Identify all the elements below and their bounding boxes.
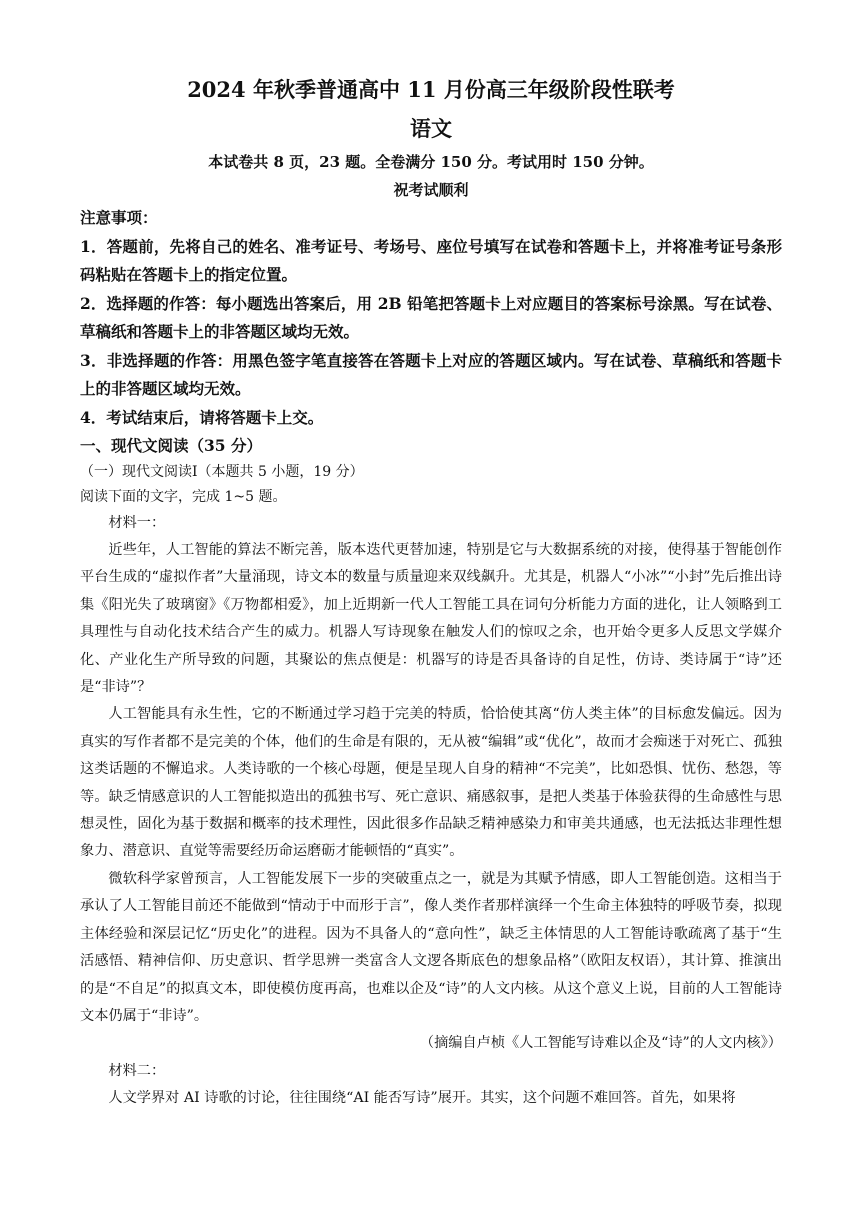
material-one-paragraph: 人工智能具有永生性，它的不断通过学习趋于完美的特质，恰恰使其离“仿人类主体”的目标愈发偏远。因为真实的写作者都不是完美的个体，他们的生命是有限的，无从被“编辑”或“优化”，故而才会痴迷于对死亡、孤独这类话题的不懈追求。人类诗歌的一个核心母题，便是呈现人自身的精神“不完美”，比如恐惧、忧伤、愁怨，等等。缺乏情感意识的人工智能拟造出的孤独书写、死亡意识、痛感叙事，是把人类基于体验获得的生命感性与思想灵性，固化为基于数据和概率的技术理性，因此很多作品缺乏精神感染力和审美共通感，也无法抵达非理性想象力、潜意识、直觉等需要经历命运磨砺才能顿悟的“真实”。 <box>80 706 782 860</box>
section-heading: 一、现代文阅读（35 分） <box>80 436 262 455</box>
material-one-paragraph: 微软科学家曾预言，人工智能发展下一步的突破重点之一，就是为其赋予情感，即人工智能创造。这相当于承认了人工智能目前还不能做到“情动于中而形于言”，像人类作者那样演绎一个生命主体独特的呼吸节奏，拟现主体经验和深层记忆“历史化”的进程。因为不具备人的“意向性”，缺乏主体情思的人工智能诗歌疏离了基于“生活感悟、精神信仰、历史意识、哲学思辨一类富含人文逻各斯底色的想象品格”（欧阳友权语），其计算、推演出的是“不自足”的拟真文本，即使模仿度再高，也难以企及“诗”的人文内核。从这个意义上说，目前的人工智能诗文本仍属于“非诗”。 <box>80 870 782 1024</box>
notice-item: 4．考试结束后，请将答题卡上交。 <box>80 407 324 427</box>
subject-title: 语文 <box>410 116 452 141</box>
notice-heading: 注意事项： <box>80 208 158 227</box>
notice-item: 1．答题前，先将自己的姓名、准考证号、考场号、座位号填写在试卷和答题卡上，并将准考证号条形码粘贴在答题卡上的指定位置。 <box>80 236 782 284</box>
notice-item: 3．非选择题的作答：用黑色签字笔直接答在答题卡上对应的答题区域内。写在试卷、草稿纸和答题卡上的非答题区域均无效。 <box>80 350 782 398</box>
material-one-paragraph: 近些年，人工智能的算法不断完善，版本迭代更替加速，特别是它与大数据系统的对接，使得基于智能创作平台生成的“虚拟作者”大量涌现，诗文本的数量与质量迎来双线飙升。尤其是，机器人“小冰”“小封”先后推出诗集《阳光失了玻璃窗》《万物都相爱》，加上近期新一代人工智能工具在词句分析能力方面的进化，让人领略到工具理性与自动化技术结合产生的威力。机器人写诗现象在触发人们的惊叹之余，也开始令更多人反思文学媒介化、产业化生产所导致的问题，其聚讼的焦点便是：机器写的诗是否具备诗的自足性，仿诗、类诗属于“诗”还是“非诗”？ <box>80 542 782 696</box>
material-one-source: （摘编自卢桢《人工智能写诗难以企及“诗”的人文内核》） <box>419 1035 782 1052</box>
exam-intro: 本试卷共 8 页，23 题。全卷满分 150 分。考试用时 150 分钟。 <box>208 153 654 171</box>
material-one-label: 材料一： <box>108 515 166 531</box>
notice-item: 2．选择题的作答：每小题选出答案后，用 2B 铅笔把答题卡上对应题目的答案标号涂黑。写在试卷、草稿纸和答题卡上的非答题区域均无效。 <box>80 293 782 341</box>
exam-title: 2024 年秋季普通高中 11 月份高三年级阶段性联考 <box>187 77 675 102</box>
good-luck-line: 祝考试顺利 <box>393 181 469 199</box>
material-two-paragraph: 人文学界对 AI 诗歌的讨论，往往围绕“AI 能否写诗”展开。其实，这个问题不难回答。首先，如果将 <box>108 1089 736 1106</box>
material-two-label: 材料二： <box>108 1062 166 1079</box>
reading-instruction: 阅读下面的文字，完成 1~5 题。 <box>80 489 287 505</box>
subsection-heading: （一）现代文阅读Ⅰ（本题共 5 小题，19 分） <box>80 464 364 480</box>
